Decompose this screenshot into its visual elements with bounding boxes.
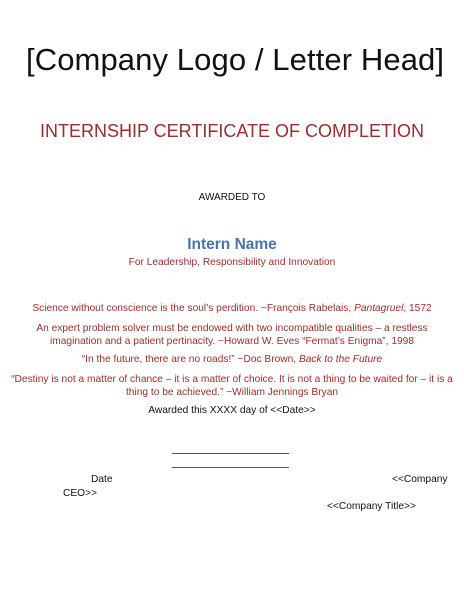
- quote-doc-brown: [0, 353, 464, 366]
- certificate-title: INTERNSHIP CERTIFICATE OF COMPLETION: [39, 121, 425, 141]
- awarded-to-label: AWARDED TO: [198, 192, 266, 203]
- letterhead-placeholder: [Company Logo / Letter Head]: [26, 42, 445, 77]
- quote-doc-brown-work: Back to the Future: [298, 354, 383, 365]
- quote-rabelais: [0, 302, 464, 315]
- quote-doc-brown-text: “In the future, there are no roads!” ~Doc Brown,: [81, 354, 299, 365]
- signature-line: [172, 467, 289, 468]
- quote-rabelais-text: Science without conscience is the soul’s perdition. ~François Rabelais,: [32, 303, 355, 314]
- quote-rabelais-year: , 1572: [403, 303, 432, 314]
- company-ceo-label-part2: CEO>>: [63, 488, 97, 499]
- quote-rabelais-work: Pantagruel: [354, 303, 404, 314]
- signature-line: [172, 453, 289, 454]
- quote-bryan: “Destiny is not a matter of chance – it is a matter of choice. It is not a thing to be waited for – it is a thing to be achieved.” ~William Jennings Bryan: [11, 374, 453, 398]
- intern-name: Intern Name: [187, 236, 277, 253]
- for-leadership-line: For Leadership, Responsibility and Innovation: [128, 257, 336, 268]
- company-ceo-label-part1: <<Company: [392, 474, 448, 485]
- company-title-label: <<Company Title>>: [327, 501, 416, 512]
- quote-eves: An expert problem solver must be endowed with two incompatible qualities – a restless imagination and a patient pertinacity. ~Howard W. Eves “Fermat’s Enigma”, 1998: [36, 323, 428, 347]
- awarded-day-line: Awarded this XXXX day of <<Date>>: [148, 405, 316, 416]
- date-label: Date: [91, 474, 113, 485]
